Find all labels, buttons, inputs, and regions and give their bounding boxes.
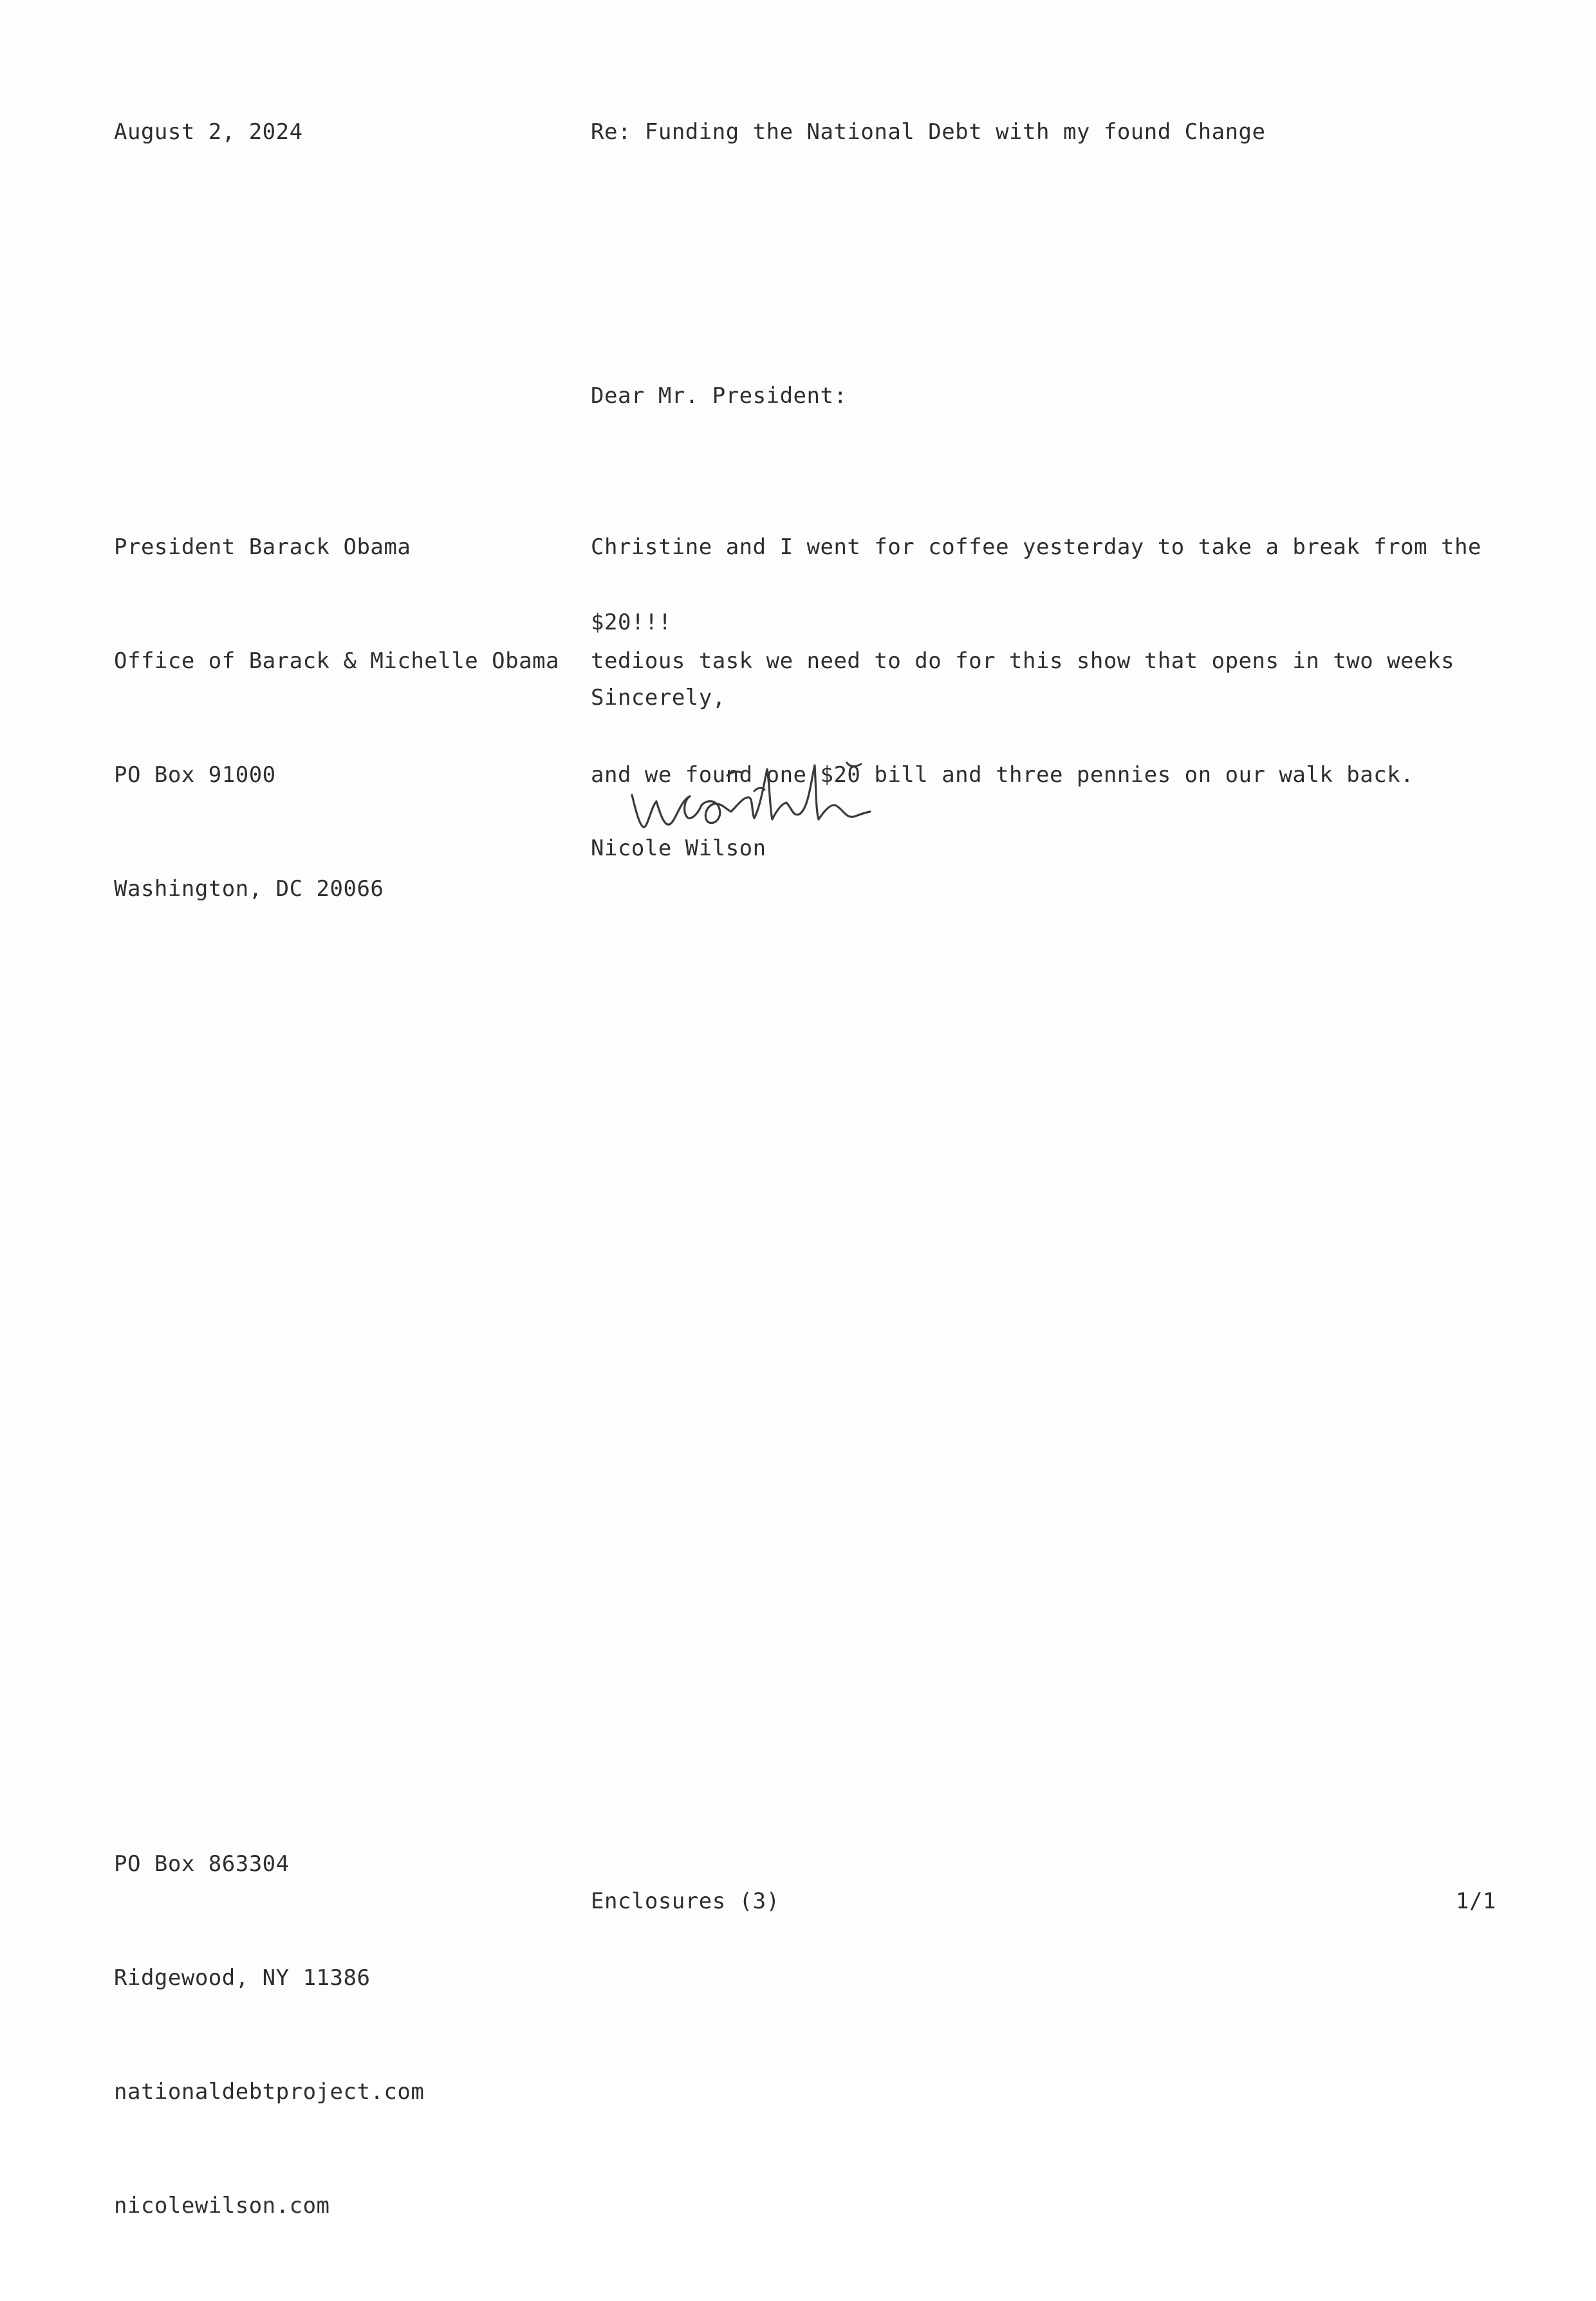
page-number: 1/1 xyxy=(1456,1888,1496,1914)
handwritten-signature xyxy=(618,750,978,834)
recipient-address xyxy=(114,452,559,984)
letter-exclamation: $20!!! xyxy=(591,610,672,635)
recipient-address-line: Office of Barack & Michelle Obama xyxy=(114,648,560,674)
letter-salutation: Dear Mr. President: xyxy=(591,383,848,409)
recipient-address-line: President Barack Obama xyxy=(114,534,411,560)
signer-name: Nicole Wilson xyxy=(591,835,766,861)
letter-body-line: tedious task we need to do for this show that opens in two weeks xyxy=(591,648,1455,674)
letter-subject: Re: Funding the National Debt with my found Change xyxy=(591,119,1266,145)
letter-body-line: Christine and I went for coffee yesterday to take a break from the xyxy=(591,534,1482,560)
sender-website: nicolewilson.com xyxy=(114,2193,330,2219)
letter-body-line: and we found one $20 bill and three pennies on our walk back. xyxy=(591,762,1415,788)
letter-date: August 2, 2024 xyxy=(114,119,303,145)
letter-closing: Sincerely, xyxy=(591,685,726,711)
sender-address-line: PO Box 863304 xyxy=(114,1851,290,1877)
sender-address-line: Ridgewood, NY 11386 xyxy=(114,1965,371,1991)
recipient-address-line: Washington, DC 20066 xyxy=(114,876,384,902)
recipient-address-line: PO Box 91000 xyxy=(114,762,276,788)
sender-website: nationaldebtproject.com xyxy=(114,2079,425,2105)
enclosures-note: Enclosures (3) xyxy=(591,1888,780,1914)
sender-address xyxy=(114,1769,424,2301)
